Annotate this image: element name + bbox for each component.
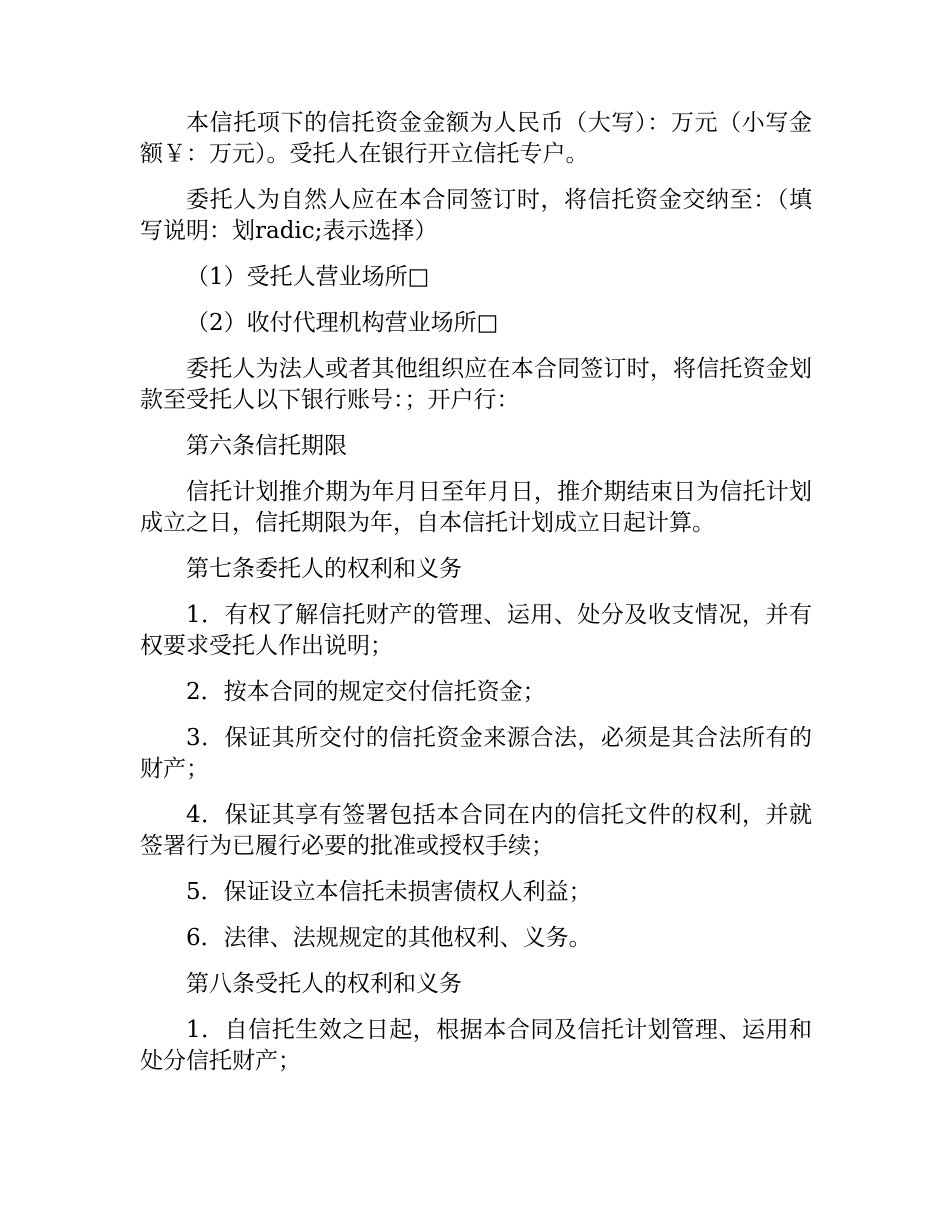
option-trustee-premises: （1）受托人营业场所□ — [186, 264, 430, 290]
heading-article-6: 第六条信托期限 — [186, 433, 347, 459]
paragraph-legal-person-payment: 委托人为法人或者其他组织应在本合同签订时，将信托资金划款至受托人以下银行账号：；开户行： — [140, 356, 812, 413]
list-item: 1．有权了解信托财产的管理、运用、处分及收支情况，并有权要求受托人作出说明； — [140, 602, 812, 659]
list-item: 5．保证设立本信托未损害债权人利益； — [186, 879, 592, 905]
list-item: 6．法律、法规规定的其他权利、义务。 — [186, 925, 592, 951]
list-item: 4．保证其享有签署包括本合同在内的信托文件的权利，并就签署行为已履行必要的批准或授权手续； — [140, 802, 812, 859]
paragraph-trust-term: 信托计划推介期为年月日至年月日，推介期结束日为信托计划成立之日，信托期限为年，自本信托计划成立日起计算。 — [140, 479, 812, 536]
heading-article-8: 第八条受托人的权利和义务 — [186, 971, 462, 997]
list-item: 3．保证其所交付的信托资金来源合法，必须是其合法所有的财产； — [140, 725, 812, 782]
document-body — [140, 108, 812, 1077]
list-item: 1．自信托生效之日起，根据本合同及信托计划管理、运用和处分信托财产； — [140, 1017, 812, 1074]
paragraph-natural-person-payment: 委托人为自然人应在本合同签订时，将信托资金交纳至：（填写说明：划radic;表示选择） — [140, 187, 812, 244]
heading-article-7: 第七条委托人的权利和义务 — [186, 556, 462, 582]
paragraph-trust-amount: 本信托项下的信托资金金额为人民币（大写）：万元（小写金额￥：万元）。受托人在银行开立信托专户。 — [140, 110, 812, 167]
option-agent-premises: （2）收付代理机构营业场所□ — [186, 310, 499, 336]
list-item: 2．按本合同的规定交付信托资金； — [186, 679, 546, 705]
